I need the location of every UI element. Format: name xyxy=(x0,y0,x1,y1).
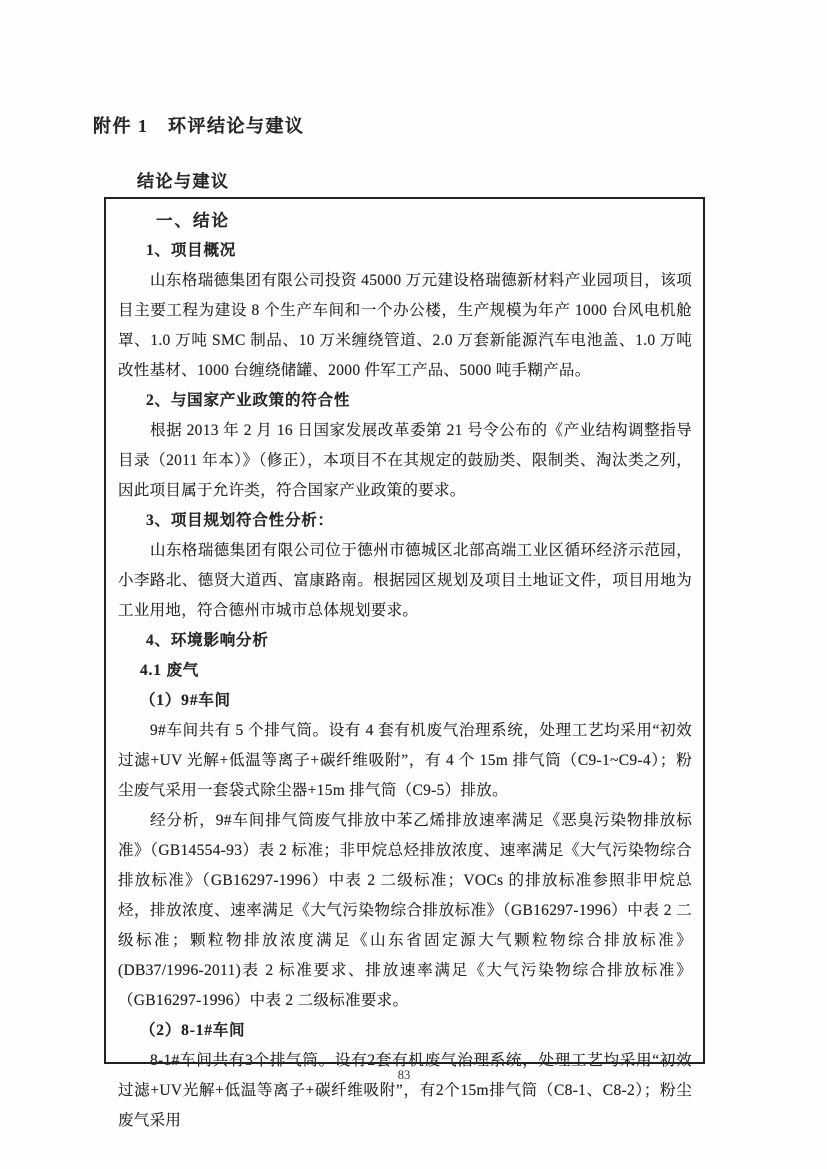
document-heading: （1）9#车间 xyxy=(140,692,231,709)
document-paragraph: 9#车间共有 5 个排气筒。设有 4 套有机废气治理系统，处理工艺均采用“初效过滤+UV 光解+低温等离子+碳纤维吸附”，有 4 个 15m 排气筒（C9-1~C9-4）；粉尘废气采用一套袋式除尘器+15m 排气筒（C9-5）排放。 xyxy=(118,722,692,799)
document-heading: 3、项目规划符合性分析： xyxy=(146,512,334,529)
document-paragraph: 山东格瑞德集团有限公司位于德州市德城区北部高端工业区循环经济示范园，小李路北、德贤大道西、富康路南。根据园区规划及项目土地证文件，项目用地为工业用地，符合德州市城市总体规划要求。 xyxy=(118,542,692,619)
document-paragraph: 山东格瑞德集团有限公司投资 45000 万元建设格瑞德新材料产业园项目，该项目主要工程为建设 8 个生产车间和一个办公楼，生产规模为年产 1000 台风电机舱罩、1.0 万吨 SMC 制品、10 万米缠绕管道、2.0 万套新能源汽车电池盖、1.0 万吨改性基材、1000 台缠绕储罐、2000 件军工产品、5000 吨手糊产品。 xyxy=(118,272,692,379)
document-heading: 4、环境影响分析 xyxy=(146,632,269,649)
document-heading: 1、项目概况 xyxy=(146,242,237,259)
document-heading: （2）8-1#车间 xyxy=(140,1022,246,1039)
document-paragraph: 经分析，9#车间排气筒废气排放中苯乙烯排放速率满足《恶臭污染物排放标准》（GB14554-93）表 2 标准；非甲烷总烃排放浓度、速率满足《大气污染物综合排放标准》（GB16297-1996）中表 2 二级标准；VOCs 的排放标准参照非甲烷总烃，排放浓度、速率满足《大气污染物综合排放标准》（GB16297-1996）中表 2 二级标准；颗粒物排放浓度满足《山东省固定源大气颗粒物综合排放标准》(DB37/1996-2011)表 2 标准要求、排放速率满足《大气污染物综合排放标准》（GB16297-1996）中表 2 二级标准要求。 xyxy=(118,812,692,1009)
document-paragraph: 根据 2013 年 2 月 16 日国家发展改革委第 21 号令公布的《产业结构调整指导目录（2011 年本）》（修正），本项目不在其规定的鼓励类、限制类、淘汰类之列，因此项目属于允许类，符合国家产业政策的要求。 xyxy=(118,422,692,499)
document-heading: 一、结论 xyxy=(156,211,230,230)
attachment-title: 附件 1 环评结论与建议 xyxy=(93,116,305,136)
page-number: 83 xyxy=(397,1068,411,1082)
document-heading: 4.1 废气 xyxy=(140,662,200,679)
document-heading: 2、与国家产业政策的符合性 xyxy=(146,392,351,409)
section-title: 结论与建议 xyxy=(137,172,230,191)
document-paragraph: 8-1#车间共有3个排气筒。设有2套有机废气治理系统，处理工艺均采用“初效过滤+UV光解+低温等离子+碳纤维吸附”，有2个15m排气筒（C8-1、C8-2）；粉尘废气采用 xyxy=(118,1052,692,1129)
